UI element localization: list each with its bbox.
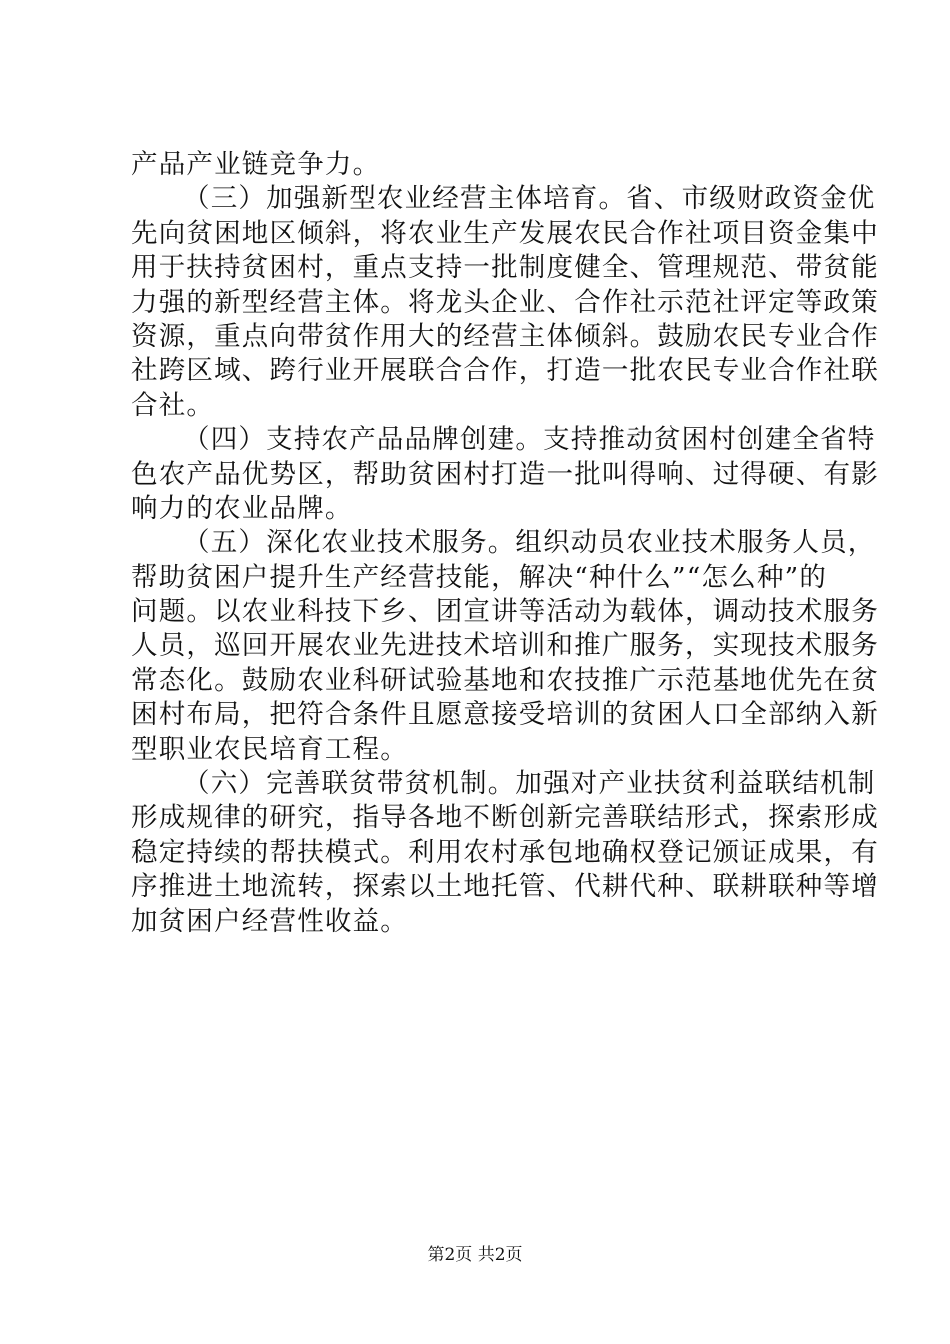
- paragraph-heading-5: （五）深化农业技术服务。组织动员农业技术服务人员，: [183, 527, 876, 559]
- text-line: 稳定持续的帮扶模式。利用农村承包地确权登记颁证成果，有: [131, 836, 879, 868]
- document-body: [131, 148, 879, 939]
- text-line: 用于扶持贫困村，重点支持一批制度健全、管理规范、带贫能: [131, 252, 879, 284]
- text-line: 响力的农业品牌。: [131, 492, 353, 524]
- text-line: 人员，巡回开展农业先进技术培训和推广服务，实现技术服务: [131, 630, 879, 662]
- text-line: 资源，重点向带贫作用大的经营主体倾斜。鼓励农民专业合作: [131, 320, 879, 352]
- text-line: 先向贫困地区倾斜，将农业生产发展农民合作社项目资金集中: [131, 217, 879, 249]
- text-line: 力强的新型经营主体。将龙头企业、合作社示范社评定等政策: [131, 286, 879, 318]
- paragraph-heading-3: （三）加强新型农业经营主体培育。省、市级财政资金优: [183, 183, 876, 215]
- paragraph-heading-6: （六）完善联贫带贫机制。加强对产业扶贫利益联结机制: [183, 768, 876, 800]
- text-line: 形成规律的研究，指导各地不断创新完善联结形式，探索形成: [131, 802, 879, 834]
- text-line: 帮助贫困户提升生产经营技能，解决“种什么”“怎么种”的: [131, 561, 828, 593]
- text-line: 问题。以农业科技下乡、团宣讲等活动为载体，调动技术服务: [131, 596, 879, 628]
- text-line: 色农产品优势区，帮助贫困村打造一批叫得响、过得硬、有影: [131, 458, 879, 490]
- text-line: 加贫困户经营性收益。: [131, 905, 408, 937]
- text-line: 困村布局，把符合条件且愿意接受培训的贫困人口全部纳入新: [131, 699, 879, 731]
- page-number-footer: 第2页 共2页: [427, 1245, 523, 1265]
- text-line: 型职业农民培育工程。: [131, 733, 408, 765]
- text-line: 序推进土地流转，探索以土地托管、代耕代种、联耕联种等增: [131, 871, 879, 903]
- text-line: 合社。: [131, 389, 215, 421]
- text-line: 产品产业链竞争力。: [131, 149, 381, 180]
- text-line: 社跨区域、跨行业开展联合合作，打造一批农民专业合作社联: [131, 355, 879, 387]
- paragraph-heading-4: （四）支持农产品品牌创建。支持推动贫困村创建全省特: [183, 424, 876, 456]
- text-line: 常态化。鼓励农业科研试验基地和农技推广示范基地优先在贫: [131, 664, 879, 696]
